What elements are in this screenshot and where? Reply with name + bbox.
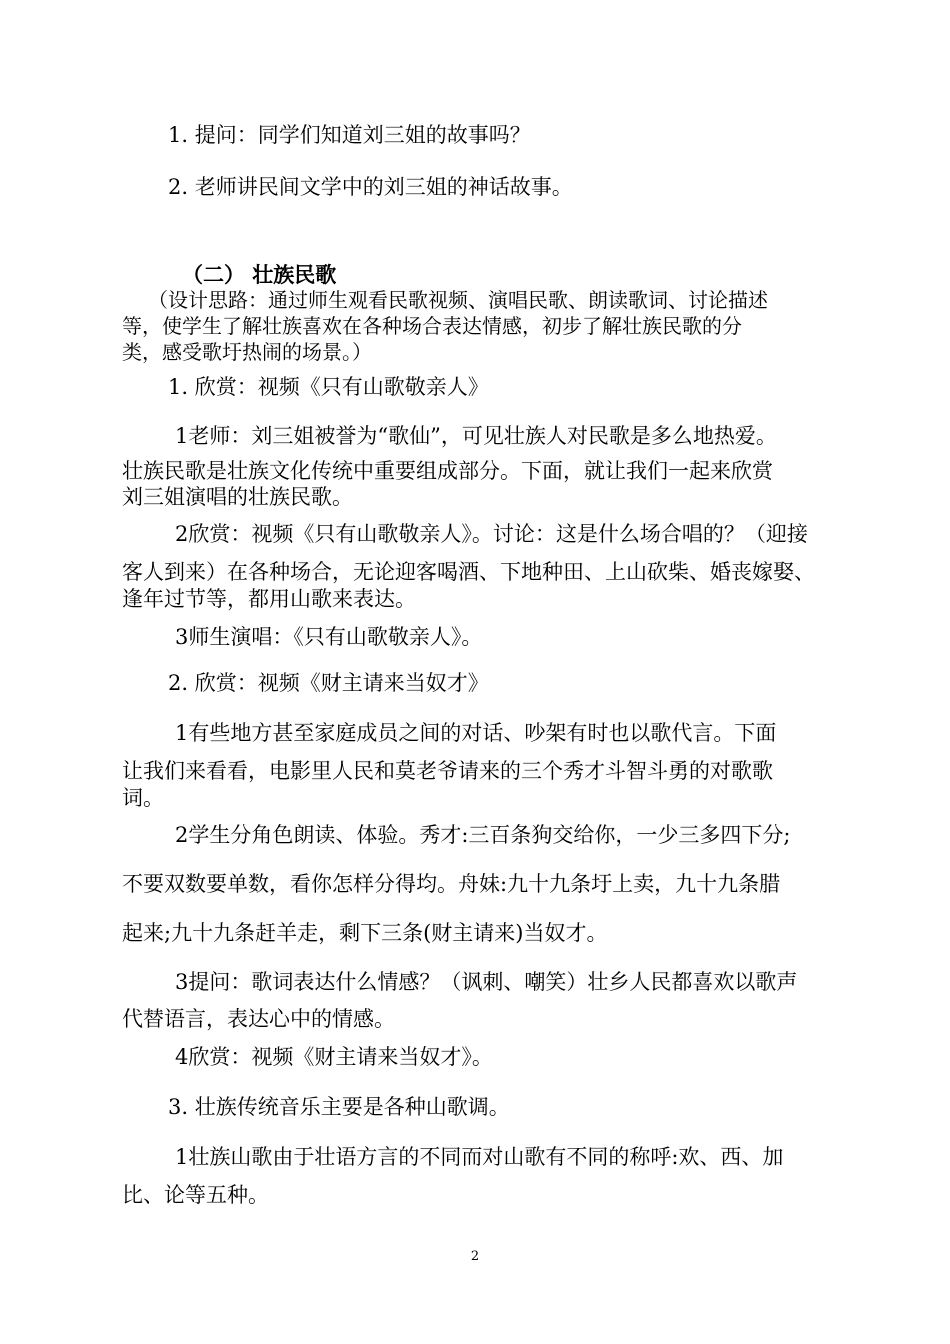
paragraph-line: 起来;九十九条赶羊走，剩下三条(财主请来)当奴才。	[122, 921, 608, 945]
intro-question-1: 1. 提问：同学们知道刘三姐的故事吗？	[168, 123, 531, 147]
paragraph-line: 1老师：刘三姐被誉为“歌仙”，可见壮族人对民歌是多么地热爱。	[175, 424, 777, 448]
paragraph-line: 1有些地方甚至家庭成员之间的对话、吵架有时也以歌代言。下面	[175, 721, 777, 745]
paragraph-line: 2欣赏：视频《只有山歌敬亲人》。讨论：这是什么场合唱的？（迎接	[175, 522, 808, 546]
design-note-line: 类，感受歌圩热闹的场景。）	[122, 340, 372, 364]
subsection-2-title: 2. 欣赏：视频《财主请来当奴才》	[168, 671, 489, 695]
paragraph-line: 3提问：歌词表达什么情感？（讽刺、嘲笑）壮乡人民都喜欢以歌声	[175, 970, 798, 994]
paragraph-line: 比、论等五种。	[122, 1183, 269, 1207]
paragraph-line: 4欣赏：视频《财主请来当奴才》。	[175, 1045, 493, 1069]
design-note-line: （设计思路：通过师生观看民歌视频、演唱民歌、朗读歌词、讨论描述	[148, 288, 768, 312]
subsection-3-title: 3. 壮族传统音乐主要是各种山歌调。	[168, 1095, 510, 1119]
paragraph-line: 壮族民歌是壮族文化传统中重要组成部分。下面，就让我们一起来欣赏	[122, 459, 773, 483]
intro-question-2: 2. 老师讲民间文学中的刘三姐的神话故事。	[168, 175, 573, 199]
subsection-1-title: 1. 欣赏：视频《只有山歌敬亲人》	[168, 375, 489, 399]
paragraph-line: 2学生分角色朗读、体验。秀才:三百条狗交给你，一少三多四下分;	[175, 823, 791, 847]
paragraph-line: 逢年过节等，都用山歌来表达。	[122, 587, 416, 611]
paragraph-line: 代替语言，表达心中的情感。	[122, 1007, 395, 1031]
paragraph-line: 刘三姐演唱的壮族民歌。	[122, 485, 353, 509]
paragraph-line: 让我们来看看，电影里人民和莫老爷请来的三个秀才斗智斗勇的对歌歌	[122, 759, 773, 783]
paragraph-line: 1壮族山歌由于壮语方言的不同而对山歌有不同的称呼:欢、西、加	[175, 1145, 784, 1169]
paragraph-line: 词。	[122, 786, 164, 810]
page-number: 2	[470, 1249, 480, 1264]
design-note-line: 等，使学生了解壮族喜欢在各种场合表达情感，初步了解壮族民歌的分	[122, 314, 742, 338]
paragraph-line: 不要双数要单数，看你怎样分得均。舟妹:九十九条圩上卖，九十九条腊	[122, 872, 781, 896]
paragraph-line: 3师生演唱：《只有山歌敬亲人》。	[175, 625, 483, 649]
paragraph-line: 客人到来）在各种场合，无论迎客喝酒、下地种田、上山砍柴、婚丧嫁娶、	[122, 560, 815, 584]
section-heading: （二） 壮族民歌	[182, 262, 337, 287]
